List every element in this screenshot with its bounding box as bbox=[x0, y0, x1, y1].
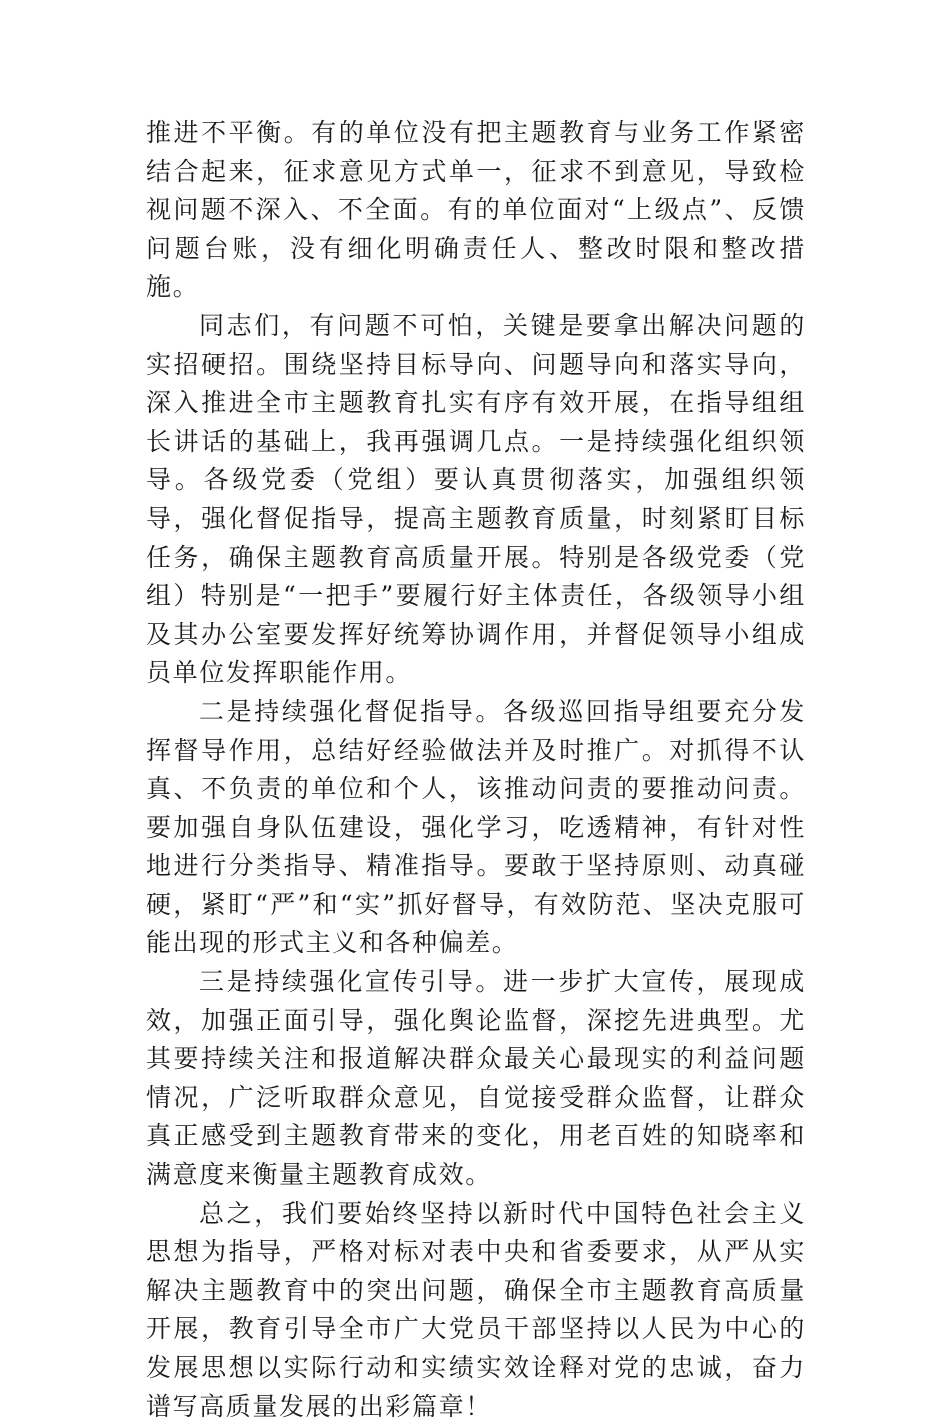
document-body bbox=[146, 114, 806, 1426]
paragraph-3: 二是持续强化督促指导。各级巡回指导组要充分发挥督导作用，总结好经验做法并及时推广。对抓得不认真、不负责的单位和个人，该推动问责的要推动问责。要加强自身队伍建设，强化学习，吃透精神，有针对性地进行分类指导、精准指导。要敢于坚持原则、动真碰硬，紧盯“严”和“实”抓好督导，有效防范、坚决克服可能出现的形式主义和各种偏差。 bbox=[146, 696, 806, 958]
paragraph-1: 推进不平衡。有的单位没有把主题教育与业务工作紧密结合起来，征求意见方式单一，征求不到意见，导致检视问题不深入、不全面。有的单位面对“上级点”、反馈问题台账，没有细化明确责任人、整改时限和整改措施。 bbox=[146, 118, 806, 302]
paragraph-4: 三是持续强化宣传引导。进一步扩大宣传，展现成效，加强正面引导，强化舆论监督，深挖先进典型。尤其要持续关注和报道解决群众最关心最现实的利益问题情况，广泛听取群众意见，自觉接受群众监督，让群众真正感受到主题教育带来的变化，用老百姓的知晓率和满意度来衡量主题教育成效。 bbox=[146, 967, 806, 1190]
paragraph-2: 同志们，有问题不可怕，关键是要拿出解决问题的实招硬招。围绕坚持目标导向、问题导向和落实导向，深入推进全市主题教育扎实有序有效开展，在指导组组长讲话的基础上，我再强调几点。一是持续强化组织领导。各级党委（党组）要认真贯彻落实，加强组织领导，强化督促指导，提高主题教育质量，时刻紧盯目标任务，确保主题教育高质量开展。特别是各级党委（党组）特别是“一把手”要履行好主体责任，各级领导小组及其办公室要发挥好统筹协调作用，并督促领导小组成员单位发挥职能作用。 bbox=[146, 310, 806, 688]
paragraph-5: 总之，我们要始终坚持以新时代中国特色社会主义思想为指导，严格对标对表中央和省委要求，从严从实解决主题教育中的突出问题，确保全市主题教育高质量开展，教育引导全市广大党员干部坚持以人民为中心的发展思想以实际行动和实绩实效诠释对党的忠诚，奋力谱写高质量发展的出彩篇章！ bbox=[146, 1198, 806, 1421]
